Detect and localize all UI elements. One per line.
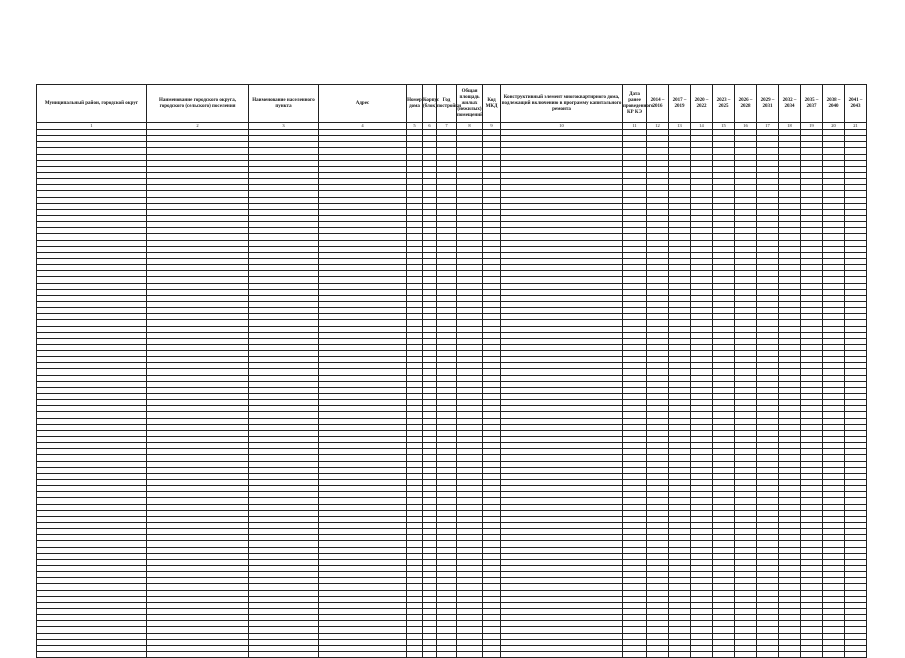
table-cell	[407, 651, 423, 657]
table-cell	[757, 651, 779, 657]
column-number: 19	[801, 123, 823, 130]
column-number: 12	[647, 123, 669, 130]
column-number: 1	[37, 123, 147, 130]
column-number: 5	[407, 123, 423, 130]
column-header: Конструктивный элемент многоквартирного дома, подлежащий включению в программу капитального ремонта	[501, 85, 623, 123]
column-number: 17	[757, 123, 779, 130]
column-header: 2026 – 2028	[735, 85, 757, 123]
table-cell	[501, 651, 623, 657]
table-cell	[735, 651, 757, 657]
column-header: Общая площадь жилых (нежилых) помещений	[457, 85, 483, 123]
column-header: Адрес	[319, 85, 407, 123]
column-header: Год постройки	[437, 85, 457, 123]
column-header: 2023 – 2025	[713, 85, 735, 123]
column-number: 7	[437, 123, 457, 130]
table-cell	[437, 651, 457, 657]
column-header: Код МКД	[483, 85, 501, 123]
table-cell	[801, 651, 823, 657]
table-cell	[845, 651, 867, 657]
table-cell	[691, 651, 713, 657]
table-cell	[147, 651, 249, 657]
column-number: 8	[457, 123, 483, 130]
column-header: 2017 – 2019	[669, 85, 691, 123]
column-number: 20	[823, 123, 845, 130]
column-number: 2	[147, 123, 249, 130]
column-number-row	[37, 123, 867, 130]
column-header: 2020 – 2022	[691, 85, 713, 123]
table-row	[37, 651, 867, 657]
column-number: 13	[669, 123, 691, 130]
table-cell	[647, 651, 669, 657]
column-header: 2032 – 2034	[779, 85, 801, 123]
column-header: 2035 – 2037	[801, 85, 823, 123]
column-number: 16	[735, 123, 757, 130]
column-header: Дата ранее проведенного КР КЭ	[623, 85, 647, 123]
column-number: 4	[319, 123, 407, 130]
table-cell	[319, 651, 407, 657]
column-header: 2029 – 2031	[757, 85, 779, 123]
column-header: 2041 – 2043	[845, 85, 867, 123]
table-cell	[669, 651, 691, 657]
table-cell	[423, 651, 437, 657]
table-cell	[779, 651, 801, 657]
table-cell	[823, 651, 845, 657]
column-header: Корпус (блок)	[423, 85, 437, 123]
table-cell	[483, 651, 501, 657]
column-number: 3	[249, 123, 319, 130]
table-cell	[713, 651, 735, 657]
column-header: Номер дома	[407, 85, 423, 123]
table-cell	[457, 651, 483, 657]
column-number: 6	[423, 123, 437, 130]
column-header: Наименование городского округа, городского (сельского) поселения	[147, 85, 249, 123]
column-header: 2014 – 2016	[647, 85, 669, 123]
table-cell	[249, 651, 319, 657]
column-header: 2038 – 2040	[823, 85, 845, 123]
column-number: 18	[779, 123, 801, 130]
column-header: Наименование населенного пункта	[249, 85, 319, 123]
column-header: Муниципальный район, городской округ	[37, 85, 147, 123]
table-cell	[623, 651, 647, 657]
capital-repair-table	[36, 84, 867, 658]
table-header-row	[37, 85, 867, 123]
column-number: 15	[713, 123, 735, 130]
column-number: 10	[501, 123, 623, 130]
column-number: 21	[845, 123, 867, 130]
column-number: 11	[623, 123, 647, 130]
column-number: 9	[483, 123, 501, 130]
column-number: 14	[691, 123, 713, 130]
table-cell	[37, 651, 147, 657]
table-body	[37, 130, 867, 658]
